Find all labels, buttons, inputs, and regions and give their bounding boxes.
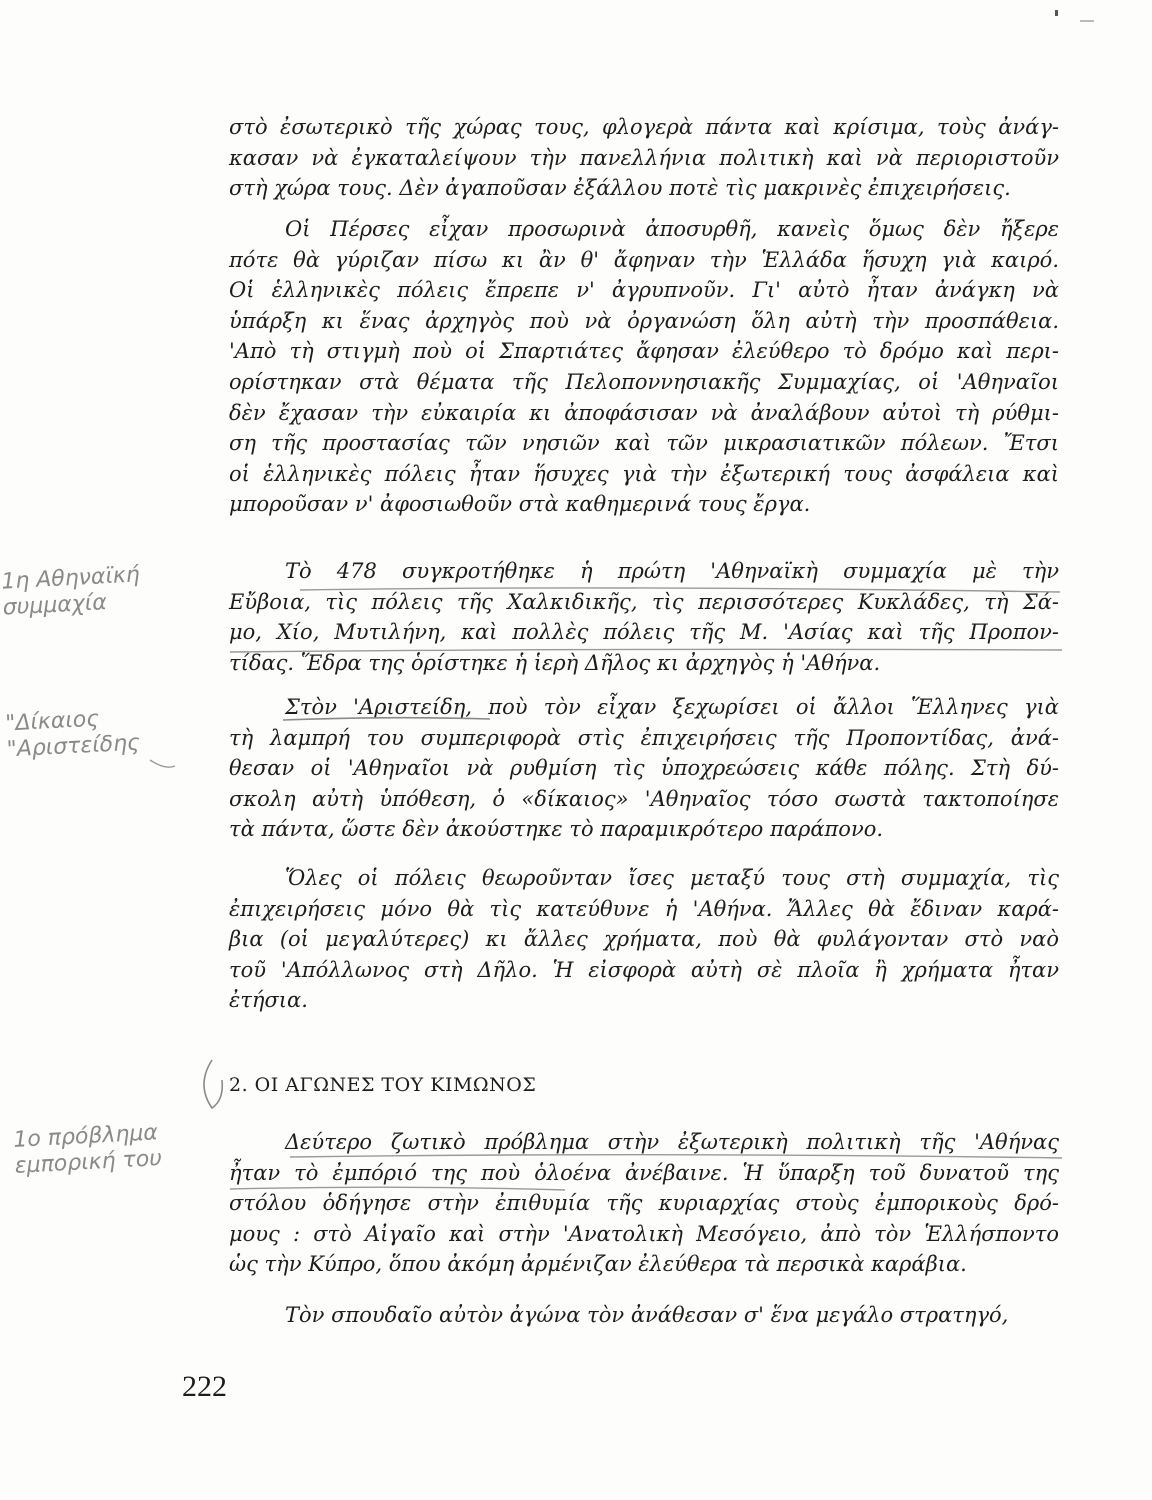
text-line: στόλου ὁδήγησε στὴν ἐπιθυμία τῆς κυριαρχίας στοὺς ἐμπορικοὺς δρό- [229, 1191, 1059, 1216]
text-line: θεσαν οἱ 'Αθηναῖοι νὰ ρυθμίση τὶς ὑποχρεώσεις κάθε πόλης. Στὴ δύ- [229, 756, 1059, 781]
text-line: στὸ ἐσωτερικὸ τῆς χώρας τους, φλογερὰ πάντα καὶ κρίσιμα, τοὺς ἀνάγ- [229, 115, 1059, 139]
text-line: στὴ χώρα τους. Δὲν ἀγαποῦσαν ἐξάλλου ποτὲ τὶς μακρινὲς ἐπιχειρήσεις. [229, 176, 1011, 201]
text-line: ορίστηκαν στὰ θέματα τῆς Πελοποννησιακῆς Συμμαχίας, οἱ 'Αθηναῖοι [229, 369, 1059, 394]
paragraph-3 [229, 556, 1059, 678]
circle-section-number [204, 1060, 222, 1108]
paragraph-6 [229, 1127, 1059, 1280]
text-line: Τὸν σπουδαῖο αὐτὸν ἀγώνα τὸν ἀνάθεσαν σ' ἕνα μεγάλο στρατηγό, [285, 1303, 1009, 1327]
text-line: τὰ πάντα, ὥστε δὲν ἀκούστηκε τὸ παραμικρότερο παράπονο. [229, 817, 884, 842]
text-line: τὴ λαμπρή του συμπεριφορὰ στὶς ἐπιχειρήσεις τῆς Προποντίδας, ἀνά- [229, 725, 1059, 750]
edge-dot-mark [1055, 10, 1058, 16]
text-line: οἱ ἑλληνικὲς πόλεις ἦταν ἥσυχες γιὰ τὴν ἐξωτερική τους ἀσφάλεια καὶ [229, 461, 1059, 486]
page-number: 222 [182, 1370, 227, 1403]
paragraph-7 [229, 1300, 1059, 1331]
edge-dash-mark [1080, 20, 1094, 22]
text-line: ὑπάρξη κι ἕνας ἀρχηγὸς ποὺ νὰ ὀργανώση ὅλη αὐτὴ τὴν προσπάθεια. [229, 308, 1059, 333]
text-line: τοῦ 'Απόλλωνος στὴ Δῆλο. Ἡ εἰσφορὰ αὐτὴ σὲ πλοῖα ἢ χρήματα ἦταν [229, 957, 1059, 982]
margin-note-line: εμπορική του [14, 1146, 163, 1179]
text-line: Τὸ 478 συγκροτήθηκε ἡ πρώτη 'Αθηναϊκὴ συμμαχία μὲ τὴν [285, 559, 1059, 583]
margin-note-line: 1η Αθηναϊκή [0, 562, 141, 595]
margin-note-line: "Αριστείδης [6, 730, 141, 763]
text-line: ἐτήσια. [229, 988, 308, 1013]
text-line: δὲν ἔχασαν τὴν εὐκαιρία κι ἀποφάσισαν νὰ ἀναλάβουν αὐτοὶ τὴ ρύθμι- [229, 400, 1059, 425]
text-line: Οἱ ἑλληνικὲς πόλεις ἔπρεπε ν' ἀγρυπνοῦν. Γι' αὐτὸ ἦταν ἀνάγκη νὰ [229, 278, 1059, 303]
margin-note-line: "Δίκαιος [4, 706, 100, 737]
margin-note-dikaios [5, 705, 141, 764]
text-line: Ὅλες οἱ πόλεις θεωροῦνταν ἴσες μεταξύ τους στὴ συμμαχία, τὶς [285, 866, 1059, 890]
margin-note-line: 1ο πρόβλημα [12, 1120, 159, 1153]
text-line: Εὔβοια, τὶς πόλεις τῆς Χαλκιδικῆς, τὶς περισσότερες Κυκλάδες, τὴ Σά- [229, 589, 1059, 614]
text-line: σκολη αὐτὴ ὑπόθεση, ὁ «δίκαιος» 'Αθηναῖος τόσο σωστὰ τακτοποίησε [229, 786, 1059, 811]
margin-note-athenian-alliance [1, 562, 142, 621]
text-line: Δεύτερο ζωτικὸ πρόβλημα στὴν ἐξωτερικὴ πολιτικὴ τῆς 'Αθήνας [285, 1130, 1059, 1154]
text-line: ὡς τὴν Κύπρο, ὅπου ἀκόμη ἀρμένιζαν ἐλεύθερα τὰ περσικὰ καράβια. [229, 1252, 967, 1277]
text-line: Οἱ Πέρσες εἶχαν προσωρινὰ ἀποσυρθῆ, κανεὶς ὅμως δὲν ἤξερε [285, 217, 1059, 241]
margin-note-line: συμμαχία [2, 590, 108, 621]
text-line: ἐπιχειρήσεις μόνο θὰ τὶς κατεύθυνε ἡ 'Αθήνα. Ἄλλες θὰ ἔδιναν καρά- [229, 896, 1059, 921]
paragraph-1 [229, 112, 1059, 204]
paragraph-2 [229, 214, 1059, 520]
text-line: μποροῦσαν ν' ἀφοσιωθοῦν στὰ καθημερινά τους ἔργα. [229, 492, 811, 517]
text-line: μους : στὸ Αἰγαῖο καὶ στὴν 'Ανατολικὴ Μεσόγειο, ἀπὸ τὸν Ἑλλήσποντο [229, 1221, 1059, 1246]
text-line: μο, Χίο, Μυτιλήνη, καὶ πολλὲς πόλεις τῆς Μ. 'Ασίας καὶ τῆς Προπον- [229, 620, 1059, 645]
section-heading: 2. ΟΙ ΑΓΩΝΕΣ ΤΟΥ ΚΙΜΩΝΟΣ [229, 1074, 537, 1096]
paragraph-5 [229, 863, 1059, 1016]
text-line: ση τῆς προστασίας τῶν νησιῶν καὶ τῶν μικρασιατικῶν πόλεων. Ἔτσι [229, 431, 1059, 456]
text-line: τίδας. Ἕδρα της ὁρίστηκε ἡ ἱερὴ Δῆλος κι ἀρχηγὸς ἡ 'Αθήνα. [229, 650, 881, 675]
text-line: κασαν νὰ ἐγκαταλείψουν τὴν πανελλήνια πολιτικὴ καὶ νὰ περιοριστοῦν [229, 145, 1059, 170]
text-line: βια (οἱ μεγαλύτερες) κι ἄλλες χρήματα, ποὺ θὰ φυλάγονταν στὸ ναὸ [229, 927, 1059, 952]
text-line: Στὸν 'Αριστείδη, ποὺ τὸν εἶχαν ξεχωρίσει οἱ ἄλλοι Ἕλληνες γιὰ [285, 695, 1059, 719]
paragraph-4 [229, 692, 1059, 845]
text-line: 'Απὸ τὴ στιγμὴ ποὺ οἱ Σπαρτιάτες ἄφησαν ἐλεύθερο τὸ δρόμο καὶ περι- [229, 339, 1059, 364]
margin-note-first-problem [13, 1120, 163, 1180]
text-line: ἦταν τὸ ἐμπόριό της ποὺ ὁλοένα ἀνέβαινε. Ἡ ὕπαρξη τοῦ δυνατοῦ της [229, 1160, 1059, 1185]
text-line: πότε θὰ γύριζαν πίσω κι ἂν θ' ἄφηναν τὴν Ἑλλάδα ἥσυχη γιὰ καιρό. [229, 247, 1059, 272]
margin-squiggle [150, 760, 175, 767]
